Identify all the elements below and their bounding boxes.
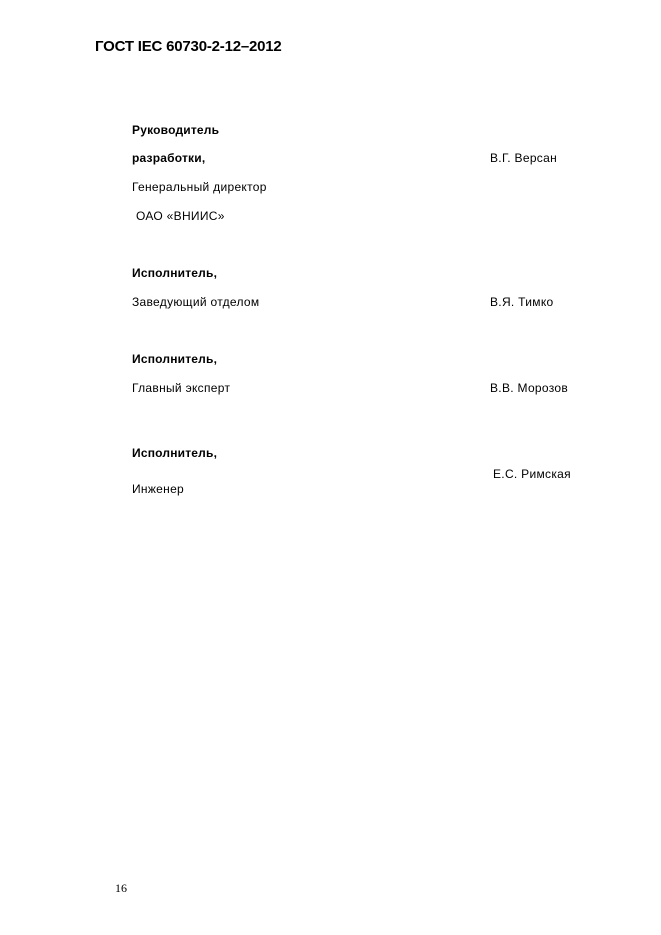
signature-position-line: Инженер bbox=[132, 482, 185, 496]
signature-role-line: Руководитель bbox=[132, 123, 220, 137]
signature-position-line: Генеральный директор bbox=[132, 180, 267, 194]
signatory-name: Е.С. Римская bbox=[493, 467, 571, 481]
signature-position-line: Главный эксперт bbox=[132, 381, 231, 395]
signatory-name: В.Я. Тимко bbox=[490, 295, 554, 309]
signature-position-line: Заведующий отделом bbox=[132, 295, 260, 309]
signatory-name: В.Г. Версан bbox=[490, 151, 557, 165]
signature-role-line: Исполнитель, bbox=[132, 352, 218, 366]
signature-role-line: разработки, bbox=[132, 151, 206, 165]
signature-position-line: ОАО «ВНИИС» bbox=[136, 209, 225, 223]
signatory-name: В.В. Морозов bbox=[490, 381, 569, 395]
signature-role-line: Исполнитель, bbox=[132, 266, 218, 280]
signature-role-line: Исполнитель, bbox=[132, 446, 218, 460]
page-number: 16 bbox=[115, 881, 127, 895]
document-header: ГОСТ IEC 60730-2-12–2012 bbox=[95, 38, 282, 55]
